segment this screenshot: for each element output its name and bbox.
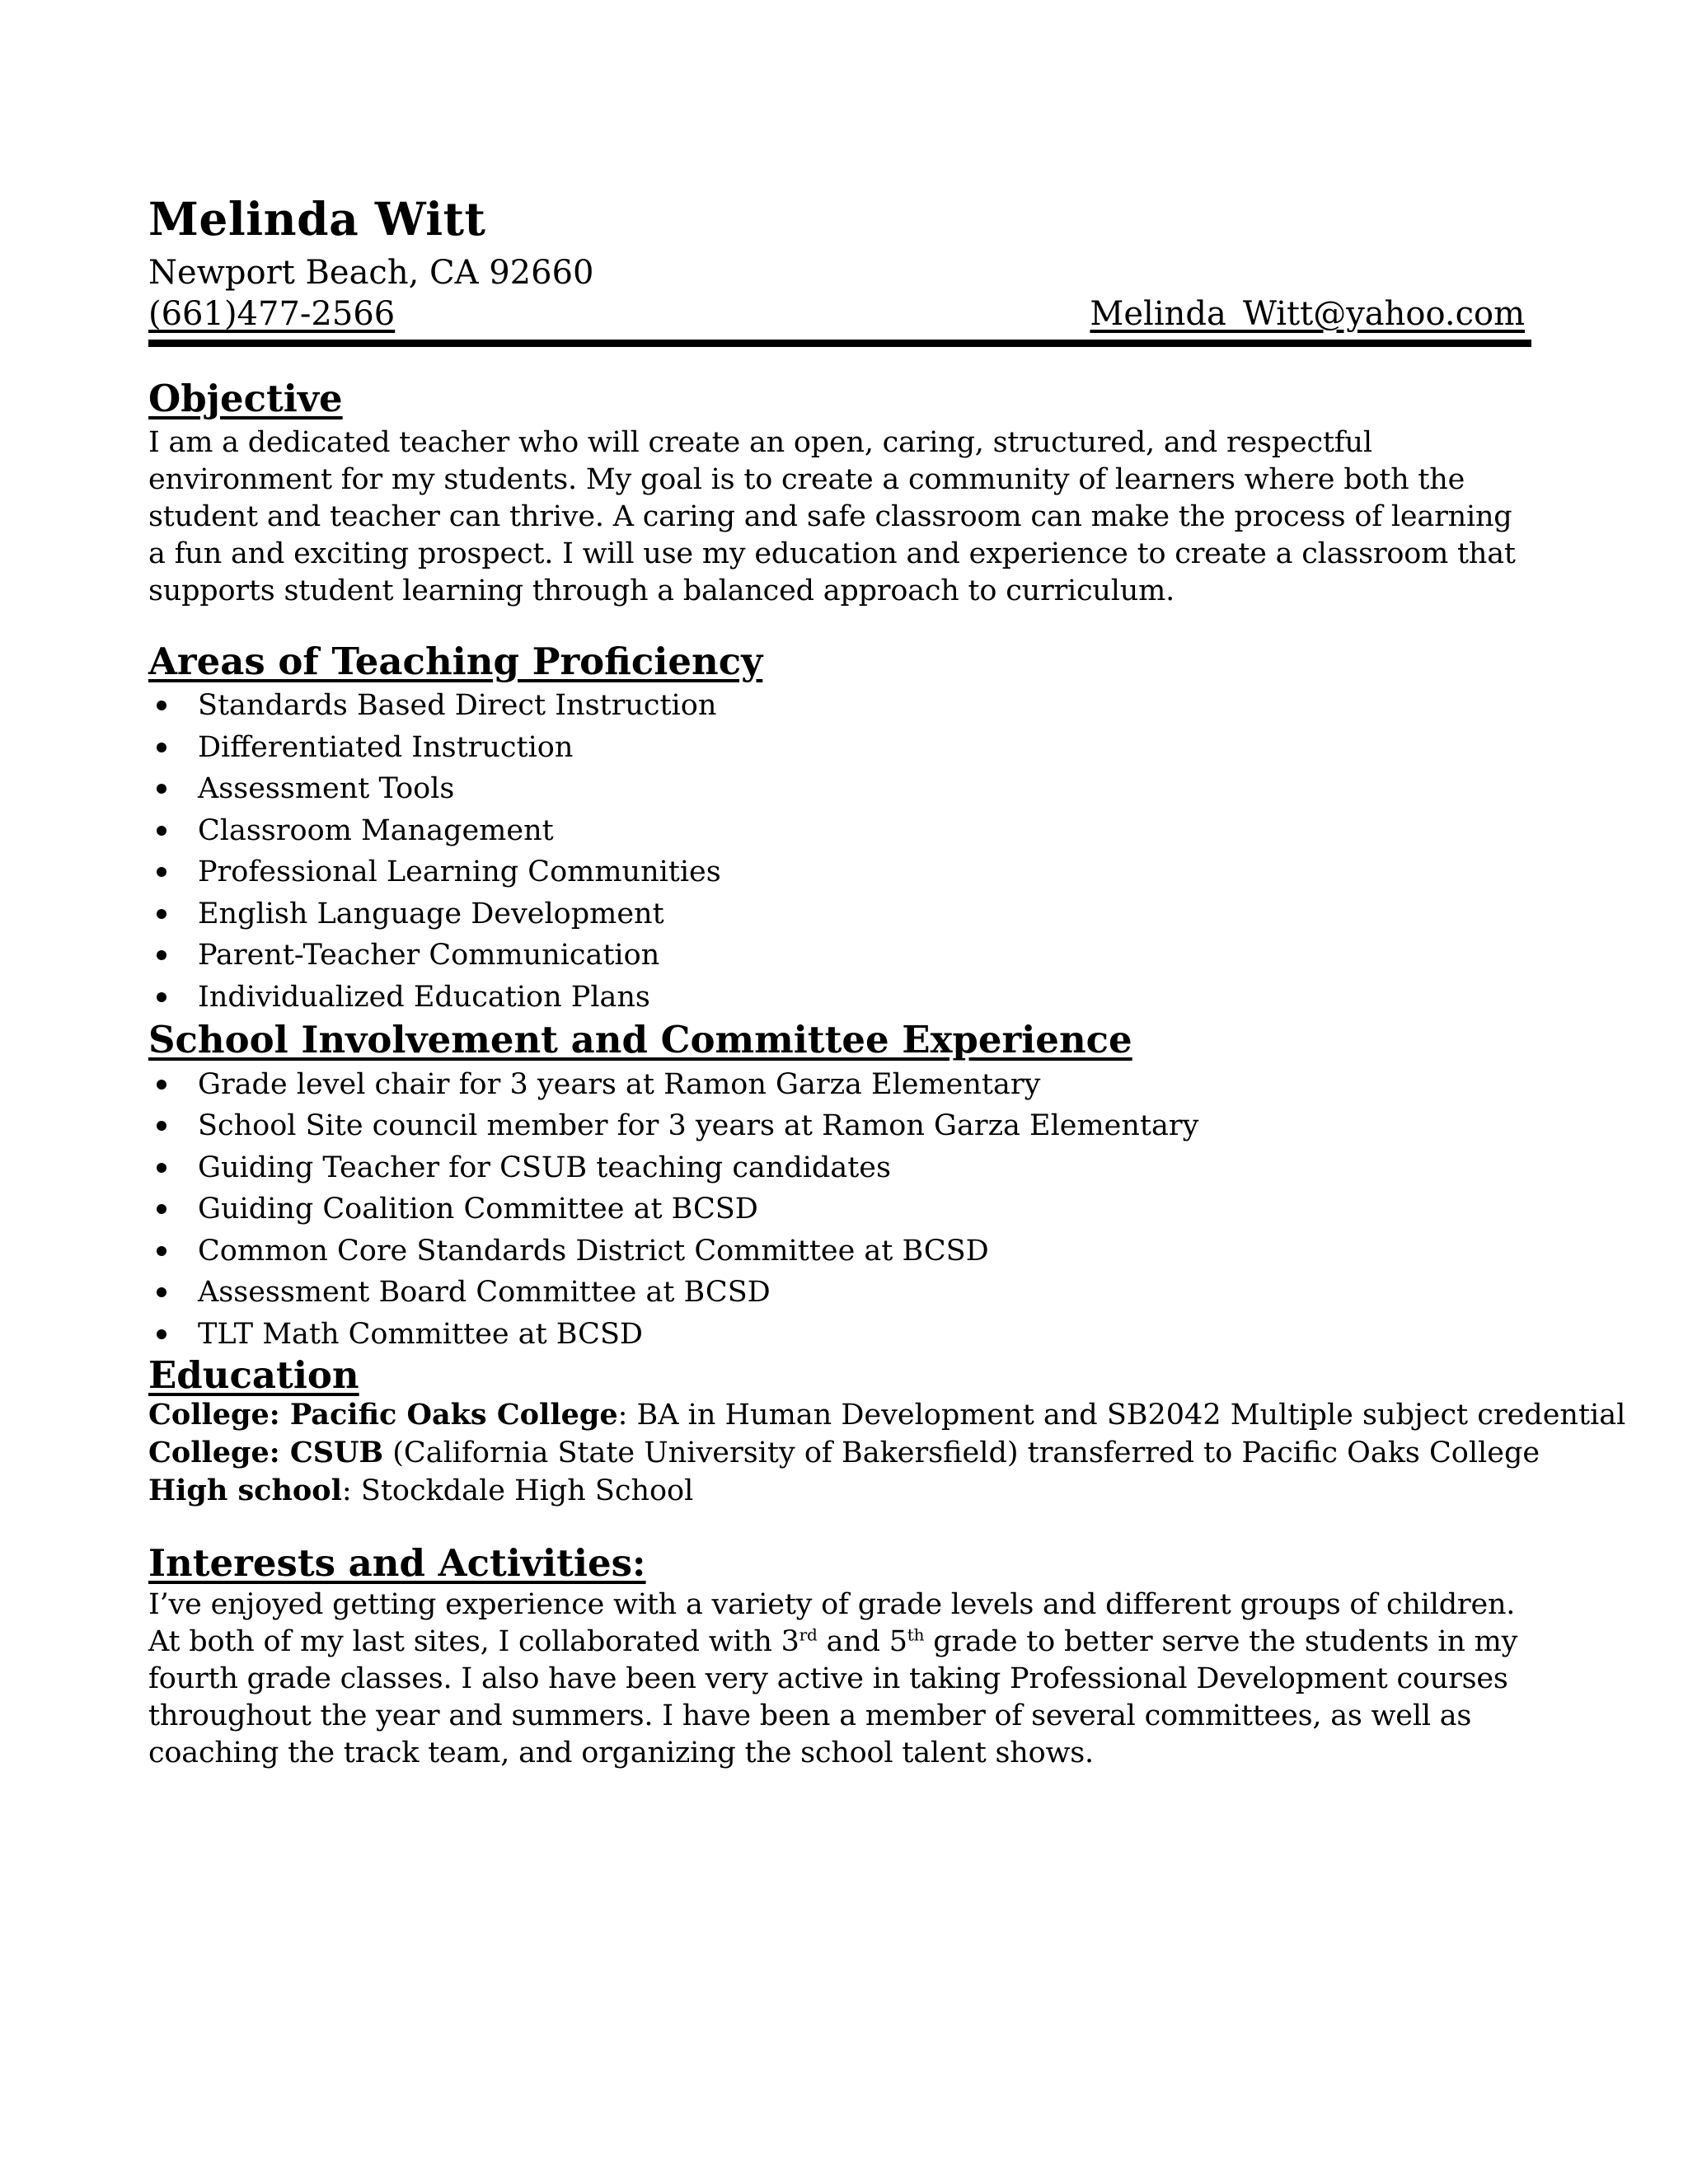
- interests-text-part: I’ve enjoyed getting experience with a variety of grade levels and different groups of children. At both of my last sites, I collaborated with 3: [148, 1588, 1516, 1658]
- objective-section: [148, 378, 1525, 610]
- education-entry-detail: BA in Human Development and SB2042 Multiple subject credential: [627, 1398, 1626, 1432]
- involvement-section: [148, 1019, 1525, 1355]
- education-entry-separator: :: [341, 1474, 352, 1507]
- list-item-text: Guiding Teacher for CSUB teaching candidates: [198, 1151, 891, 1184]
- bullet-icon: [157, 701, 166, 710]
- interests-text-part: and 5: [817, 1625, 907, 1658]
- bullet-icon: [157, 950, 166, 960]
- bullet-icon: [157, 1080, 166, 1090]
- education-entry-detail: Stockdale High School: [351, 1474, 694, 1507]
- interests-text: [148, 1586, 1525, 1772]
- list-item-text: Parent-Teacher Communication: [198, 939, 660, 972]
- education-entry-separator: :: [617, 1398, 628, 1432]
- list-item: [148, 1105, 1525, 1147]
- objective-text: I am a dedicated teacher who will create an open, caring, structured, and respectful environment for my students. My goal is to create a community of learners where both the student and teacher can thrive. A caring and safe classroom can make the process of learning a fun and exciting prospect. I will use my education and experience to create a classroom that supports student learning through a balanced approach to curriculum.: [148, 425, 1516, 607]
- bullet-icon: [157, 1287, 166, 1297]
- involvement-heading: School Involvement and Committee Experience: [148, 1018, 1132, 1062]
- education-entry: [148, 1472, 1525, 1510]
- ordinal-suffix: th: [907, 1624, 925, 1645]
- list-item-text: Differentiated Instruction: [198, 730, 574, 764]
- list-item: [148, 935, 1525, 977]
- bullet-icon: [157, 826, 166, 836]
- list-item: [148, 1230, 1525, 1272]
- bullet-icon: [157, 743, 166, 752]
- education-entry-detail: (California State University of Bakersfield) transferred to Pacific Oaks College: [383, 1436, 1540, 1469]
- interests-heading: Interests and Activities:: [148, 1540, 646, 1585]
- email: Melinda_Witt@yahoo.com: [1090, 295, 1525, 333]
- interests-text-part: grade to better serve the students in my fourth grade classes. I also have been very active in taking Professional Development courses throughout the year and summers. I have been a member of several committees, as well as coaching the track team, and organizing the school talent shows.: [148, 1625, 1518, 1769]
- bullet-icon: [157, 909, 166, 919]
- candidate-name: Melinda Witt: [148, 192, 486, 246]
- resume-content: [148, 192, 1626, 1772]
- list-item: [148, 893, 1525, 935]
- proficiency-list: [148, 685, 1525, 1018]
- bullet-icon: [157, 784, 166, 794]
- education-entry-label: College: Pacific Oaks College: [148, 1397, 618, 1432]
- interests-section: [148, 1540, 1525, 1773]
- list-item: [148, 1188, 1525, 1230]
- list-item-text: School Site council member for 3 years at Ramon Garza Elementary: [198, 1109, 1199, 1142]
- objective-heading: Objective: [148, 377, 343, 420]
- list-item: [148, 1272, 1525, 1314]
- education-entry: [148, 1396, 1626, 1434]
- list-item: [148, 685, 1525, 727]
- list-item-text: Assessment Board Committee at BCSD: [198, 1276, 771, 1309]
- list-item: [148, 977, 1525, 1019]
- education-heading: Education: [148, 1353, 359, 1397]
- education-entry-label: High school: [148, 1473, 342, 1507]
- bullet-icon: [157, 1246, 166, 1256]
- contact-row: [148, 293, 1525, 335]
- list-item-text: Classroom Management: [198, 813, 554, 847]
- bullet-icon: [157, 1329, 166, 1339]
- list-item: [148, 1064, 1525, 1106]
- list-item-text: Guiding Coalition Committee at BCSD: [198, 1193, 758, 1226]
- list-item: [148, 1147, 1525, 1189]
- address: Newport Beach, CA 92660: [148, 254, 594, 292]
- list-item-text: Common Core Standards District Committee at BCSD: [198, 1234, 989, 1268]
- list-item-text: Professional Learning Communities: [198, 855, 721, 888]
- proficiency-section: [148, 641, 1525, 1019]
- list-item-text: Individualized Education Plans: [198, 980, 650, 1014]
- education-section: [148, 1353, 1626, 1510]
- list-item-text: Grade level chair for 3 years at Ramon Garza Elementary: [198, 1067, 1041, 1101]
- resume-header: [148, 192, 1525, 347]
- bullet-icon: [157, 1163, 166, 1173]
- phone: (661)477-2566: [148, 295, 396, 333]
- list-item-text: Standards Based Direct Instruction: [198, 689, 717, 722]
- header-divider: [148, 340, 1531, 347]
- list-item: [148, 727, 1525, 769]
- education-entry: [148, 1434, 1540, 1472]
- list-item-text: English Language Development: [198, 897, 664, 930]
- list-item: [148, 1314, 1525, 1356]
- proficiency-heading: Areas of Teaching Proficiency: [148, 639, 763, 683]
- list-item: [148, 810, 1525, 852]
- list-item-text: Assessment Tools: [198, 772, 455, 805]
- list-item: [148, 851, 1525, 893]
- bullet-icon: [157, 1204, 166, 1214]
- list-item: [148, 768, 1525, 810]
- list-item-text: TLT Math Committee at BCSD: [198, 1317, 643, 1351]
- education-entry-label: College: CSUB: [148, 1435, 384, 1469]
- bullet-icon: [157, 867, 166, 877]
- bullet-icon: [157, 1121, 166, 1131]
- ordinal-suffix: rd: [799, 1624, 818, 1645]
- involvement-list: [148, 1064, 1525, 1356]
- bullet-icon: [157, 992, 166, 1002]
